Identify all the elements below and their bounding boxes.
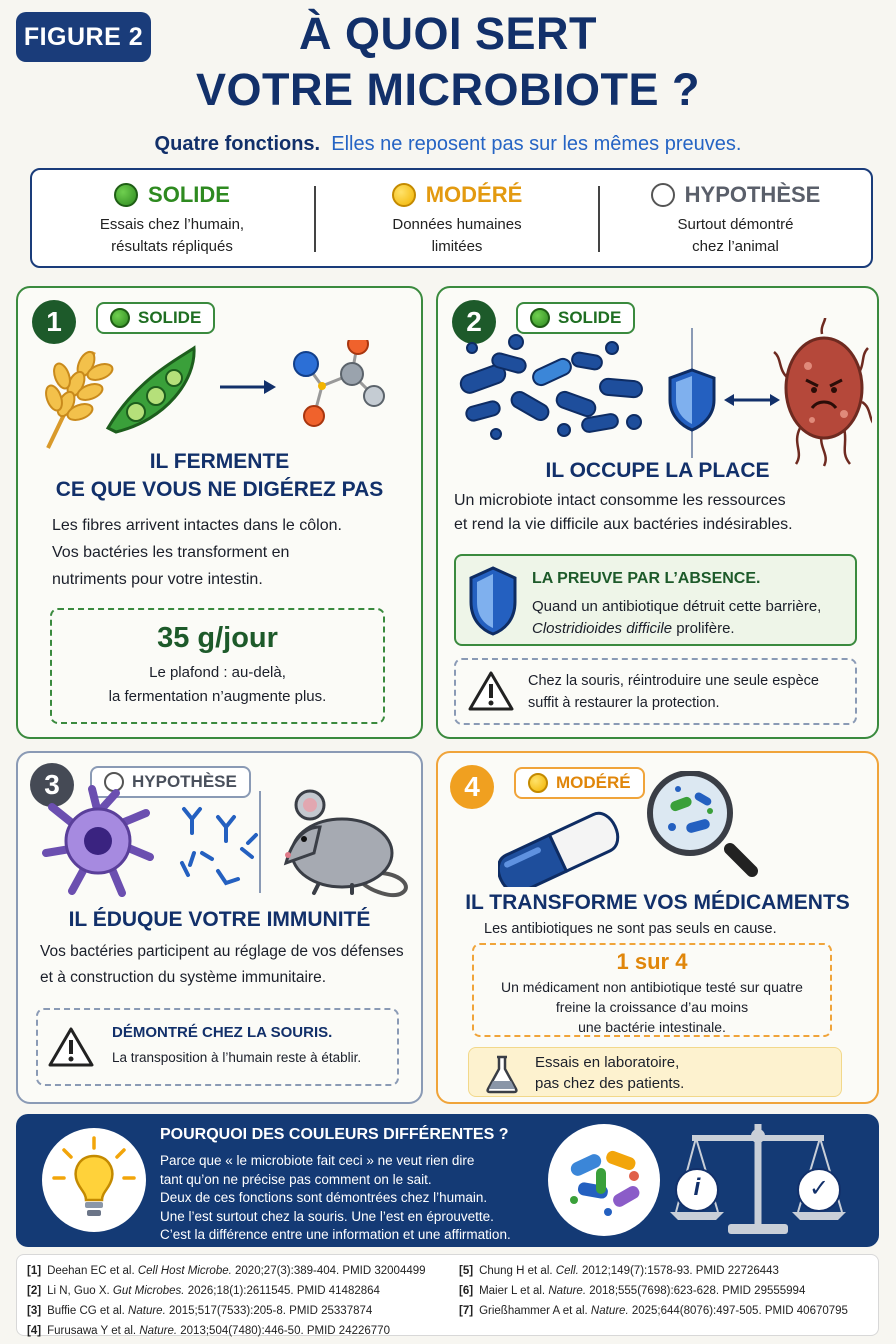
double-arrow-icon <box>724 394 780 406</box>
figure-badge: FIGURE 2 <box>16 12 151 62</box>
green-dot-icon <box>114 183 138 207</box>
badge-label: SOLIDE <box>558 308 622 327</box>
microbiota-barrier-illustration <box>452 318 872 468</box>
subtitle-bold: Quatre fonctions. <box>154 133 321 155</box>
legend-label: MODÉRÉ <box>425 182 523 207</box>
title-line-2: VOTRE MICROBIOTE ? <box>196 64 700 115</box>
title-line-1: À QUOI SERT <box>298 8 598 59</box>
page-title <box>0 6 896 118</box>
panel-title: IL OCCUPE LA PLACE <box>545 459 770 482</box>
dendritic-cell-icon <box>46 789 150 893</box>
panel-title: IL ÉDUQUE VOTRE IMMUNITÉ <box>68 908 371 931</box>
flask-icon <box>485 1054 519 1094</box>
panel-number: 4 <box>450 765 494 809</box>
text-line: Un microbiote intact consomme les ressources <box>454 492 786 509</box>
green-dot-icon <box>110 308 130 328</box>
mouse-icon <box>285 791 406 895</box>
stat-value: 1 sur 4 <box>616 949 688 974</box>
text-line: et rend la vie difficile aux bactéries indésirables. <box>454 516 793 533</box>
capsule-icon <box>498 808 624 887</box>
text-line: Vos bactéries les transforment en <box>52 544 290 561</box>
note-text: La transposition à l’humain reste à établir. <box>112 1050 362 1065</box>
medication-illustration <box>498 771 838 887</box>
bacteria-colony-icon <box>458 335 642 439</box>
legend-hypothese <box>600 170 871 266</box>
legend-label: SOLIDE <box>148 182 230 207</box>
panel-immunity <box>16 751 423 1104</box>
panel-title: IL TRANSFORME VOS MÉDICAMENTS <box>465 891 850 914</box>
info-glyph: i <box>693 1174 701 1201</box>
text-line: Parce que « le microbiote fait ceci » ne veut rien dire <box>160 1153 475 1168</box>
panel-text <box>52 512 412 593</box>
text-line: Quand un antibiotique détruit cette barrière, <box>532 598 822 615</box>
stat-box <box>50 608 385 724</box>
panel-occupation <box>436 286 879 739</box>
legend-desc: résultats répliqués <box>111 238 233 255</box>
panel-medications <box>436 751 879 1104</box>
stat-desc: Le plafond : au-delà, <box>149 664 286 681</box>
lightbulb-icon <box>42 1128 146 1232</box>
evidence-text <box>532 596 852 640</box>
reference-item: [2] Li N, Guo X. Gut Microbes. 2026;18(1):2611545. PMID 41482864 <box>27 1285 380 1297</box>
legend-desc: limitées <box>431 238 483 255</box>
lightbulb-badge <box>42 1128 146 1232</box>
banner-title: POURQUOI DES COULEURS DIFFÉRENTES ? <box>160 1126 509 1143</box>
mouse-note-box <box>454 658 857 725</box>
reference-item: [6] Maier L et al. Nature. 2018;555(7698):623-628. PMID 29555994 <box>459 1285 806 1297</box>
reference-item: [1] Deehan EC et al. Cell Host Microbe. 2020;27(3):389-404. PMID 32004499 <box>27 1265 426 1277</box>
text-line: et à construction du système immunitaire. <box>40 969 327 986</box>
badge-label: MODÉRÉ <box>556 773 631 792</box>
references-right <box>459 1261 874 1321</box>
check-glyph: ✓ <box>808 1175 830 1202</box>
text-line: suffit à restaurer la protection. <box>528 695 720 711</box>
legend-desc: Données humaines <box>392 216 522 233</box>
reference-item: [3] Buffie CG et al. Nature. 2015;517(7533):205-8. PMID 25337874 <box>27 1305 373 1317</box>
panel-text <box>454 489 874 537</box>
text-line: Une l’est surtout chez la souris. Une l’est en éprouvette. <box>160 1208 494 1224</box>
panel-fermentation <box>16 286 423 739</box>
legend-desc: Surtout démontré <box>677 216 794 233</box>
pathogen-bacterium-icon <box>774 318 872 466</box>
note-title: DÉMONTRÉ CHEZ LA SOURIS. <box>112 1024 333 1041</box>
shield-icon <box>468 564 518 638</box>
mouse-note-box <box>36 1008 399 1086</box>
empty-dot-icon <box>651 183 675 207</box>
evidence-legend <box>30 168 873 268</box>
stat-value: 35 g/jour <box>157 622 278 654</box>
text-line: Deux de ces fonctions sont démontrées chez l’humain. <box>160 1190 488 1205</box>
stat-desc: une bactérie intestinale. <box>578 1019 726 1035</box>
text-line: tant qu’on ne précise pas comment on le sait. <box>160 1171 432 1187</box>
text-line: nutriments pour votre intestin. <box>52 571 263 588</box>
shield-icon <box>670 370 714 430</box>
legend-label: HYPOTHÈSE <box>684 182 821 207</box>
wheat-icon <box>43 349 115 448</box>
warning-icon <box>48 1026 94 1068</box>
antibodies-icon <box>182 809 256 883</box>
badge-label: SOLIDE <box>138 308 202 327</box>
legend-desc: Essais chez l’humain, <box>99 216 245 233</box>
text-line: prolifère. <box>672 620 735 637</box>
evidence-box <box>454 554 857 646</box>
text-line: Vos bactéries participent au réglage de vos défenses <box>40 943 404 960</box>
molecule-icon <box>294 340 384 426</box>
magnifier-icon <box>650 773 752 871</box>
subtitle-blue: Elles ne reposent pas sur les mêmes preuves. <box>331 133 742 155</box>
fiber-fermentation-illustration <box>36 340 396 455</box>
stat-box <box>472 943 832 1037</box>
text-line: C’est la différence entre une information et une affirmation. <box>160 1227 511 1242</box>
yellow-dot-icon <box>392 183 416 207</box>
why-colors-banner <box>16 1114 879 1247</box>
reference-item: [4] Furusawa Y et al. Nature. 2013;504(7480):446-50. PMID 24226770 <box>27 1325 390 1337</box>
microbes-icon <box>548 1124 660 1236</box>
legend-modere <box>316 170 598 266</box>
legend-solide <box>32 170 312 266</box>
stat-desc: la fermentation n’augmente plus. <box>108 688 327 705</box>
panel-number: 3 <box>30 763 74 807</box>
references-left <box>27 1261 457 1341</box>
panel-number: 1 <box>32 300 76 344</box>
panel-title-line: CE QUE VOUS NE DIGÉREZ PAS <box>55 478 384 501</box>
badge-solide <box>96 302 215 334</box>
note-text <box>535 1052 684 1094</box>
panel-text: Les antibiotiques ne sont pas seuls en cause. <box>484 921 777 937</box>
warning-icon <box>468 670 514 712</box>
badge-label: HYPOTHÈSE <box>132 772 237 791</box>
banner-text <box>160 1152 530 1245</box>
stat-desc: freine la croissance d’au moins <box>555 999 749 1015</box>
text-line: Les fibres arrivent intactes dans le côlon. <box>52 517 342 534</box>
note-text <box>528 670 819 714</box>
lab-note-box <box>468 1047 842 1097</box>
panel-title <box>18 448 421 504</box>
text-line: Chez la souris, réintroduire une seule espèce <box>528 673 819 689</box>
arrow-right-icon <box>220 380 276 394</box>
panel-title-line: IL FERMENTE <box>149 450 290 473</box>
panel-text <box>40 939 420 991</box>
text-line: pas chez des patients. <box>535 1075 685 1092</box>
subtitle <box>0 133 896 156</box>
legend-desc: chez l’animal <box>692 238 779 255</box>
species-name: Clostridioides difficile <box>532 620 673 637</box>
evidence-title: LA PREUVE PAR L’ABSENCE. <box>532 570 761 587</box>
reference-item: [7] Grießhammer A et al. Nature. 2025;644(8076):497-505. PMID 40670795 <box>459 1305 848 1317</box>
references <box>16 1254 879 1336</box>
microbes-badge <box>548 1124 660 1236</box>
panel-number: 2 <box>452 300 496 344</box>
pea-pod-icon <box>108 348 194 432</box>
immune-illustration <box>42 783 412 903</box>
stat-desc: Un médicament non antibiotique testé sur quatre <box>501 979 803 995</box>
text-line: Essais en laboratoire, <box>535 1054 680 1071</box>
reference-item: [5] Chung H et al. Cell. 2012;149(7):1578-93. PMID 22726443 <box>459 1265 779 1277</box>
